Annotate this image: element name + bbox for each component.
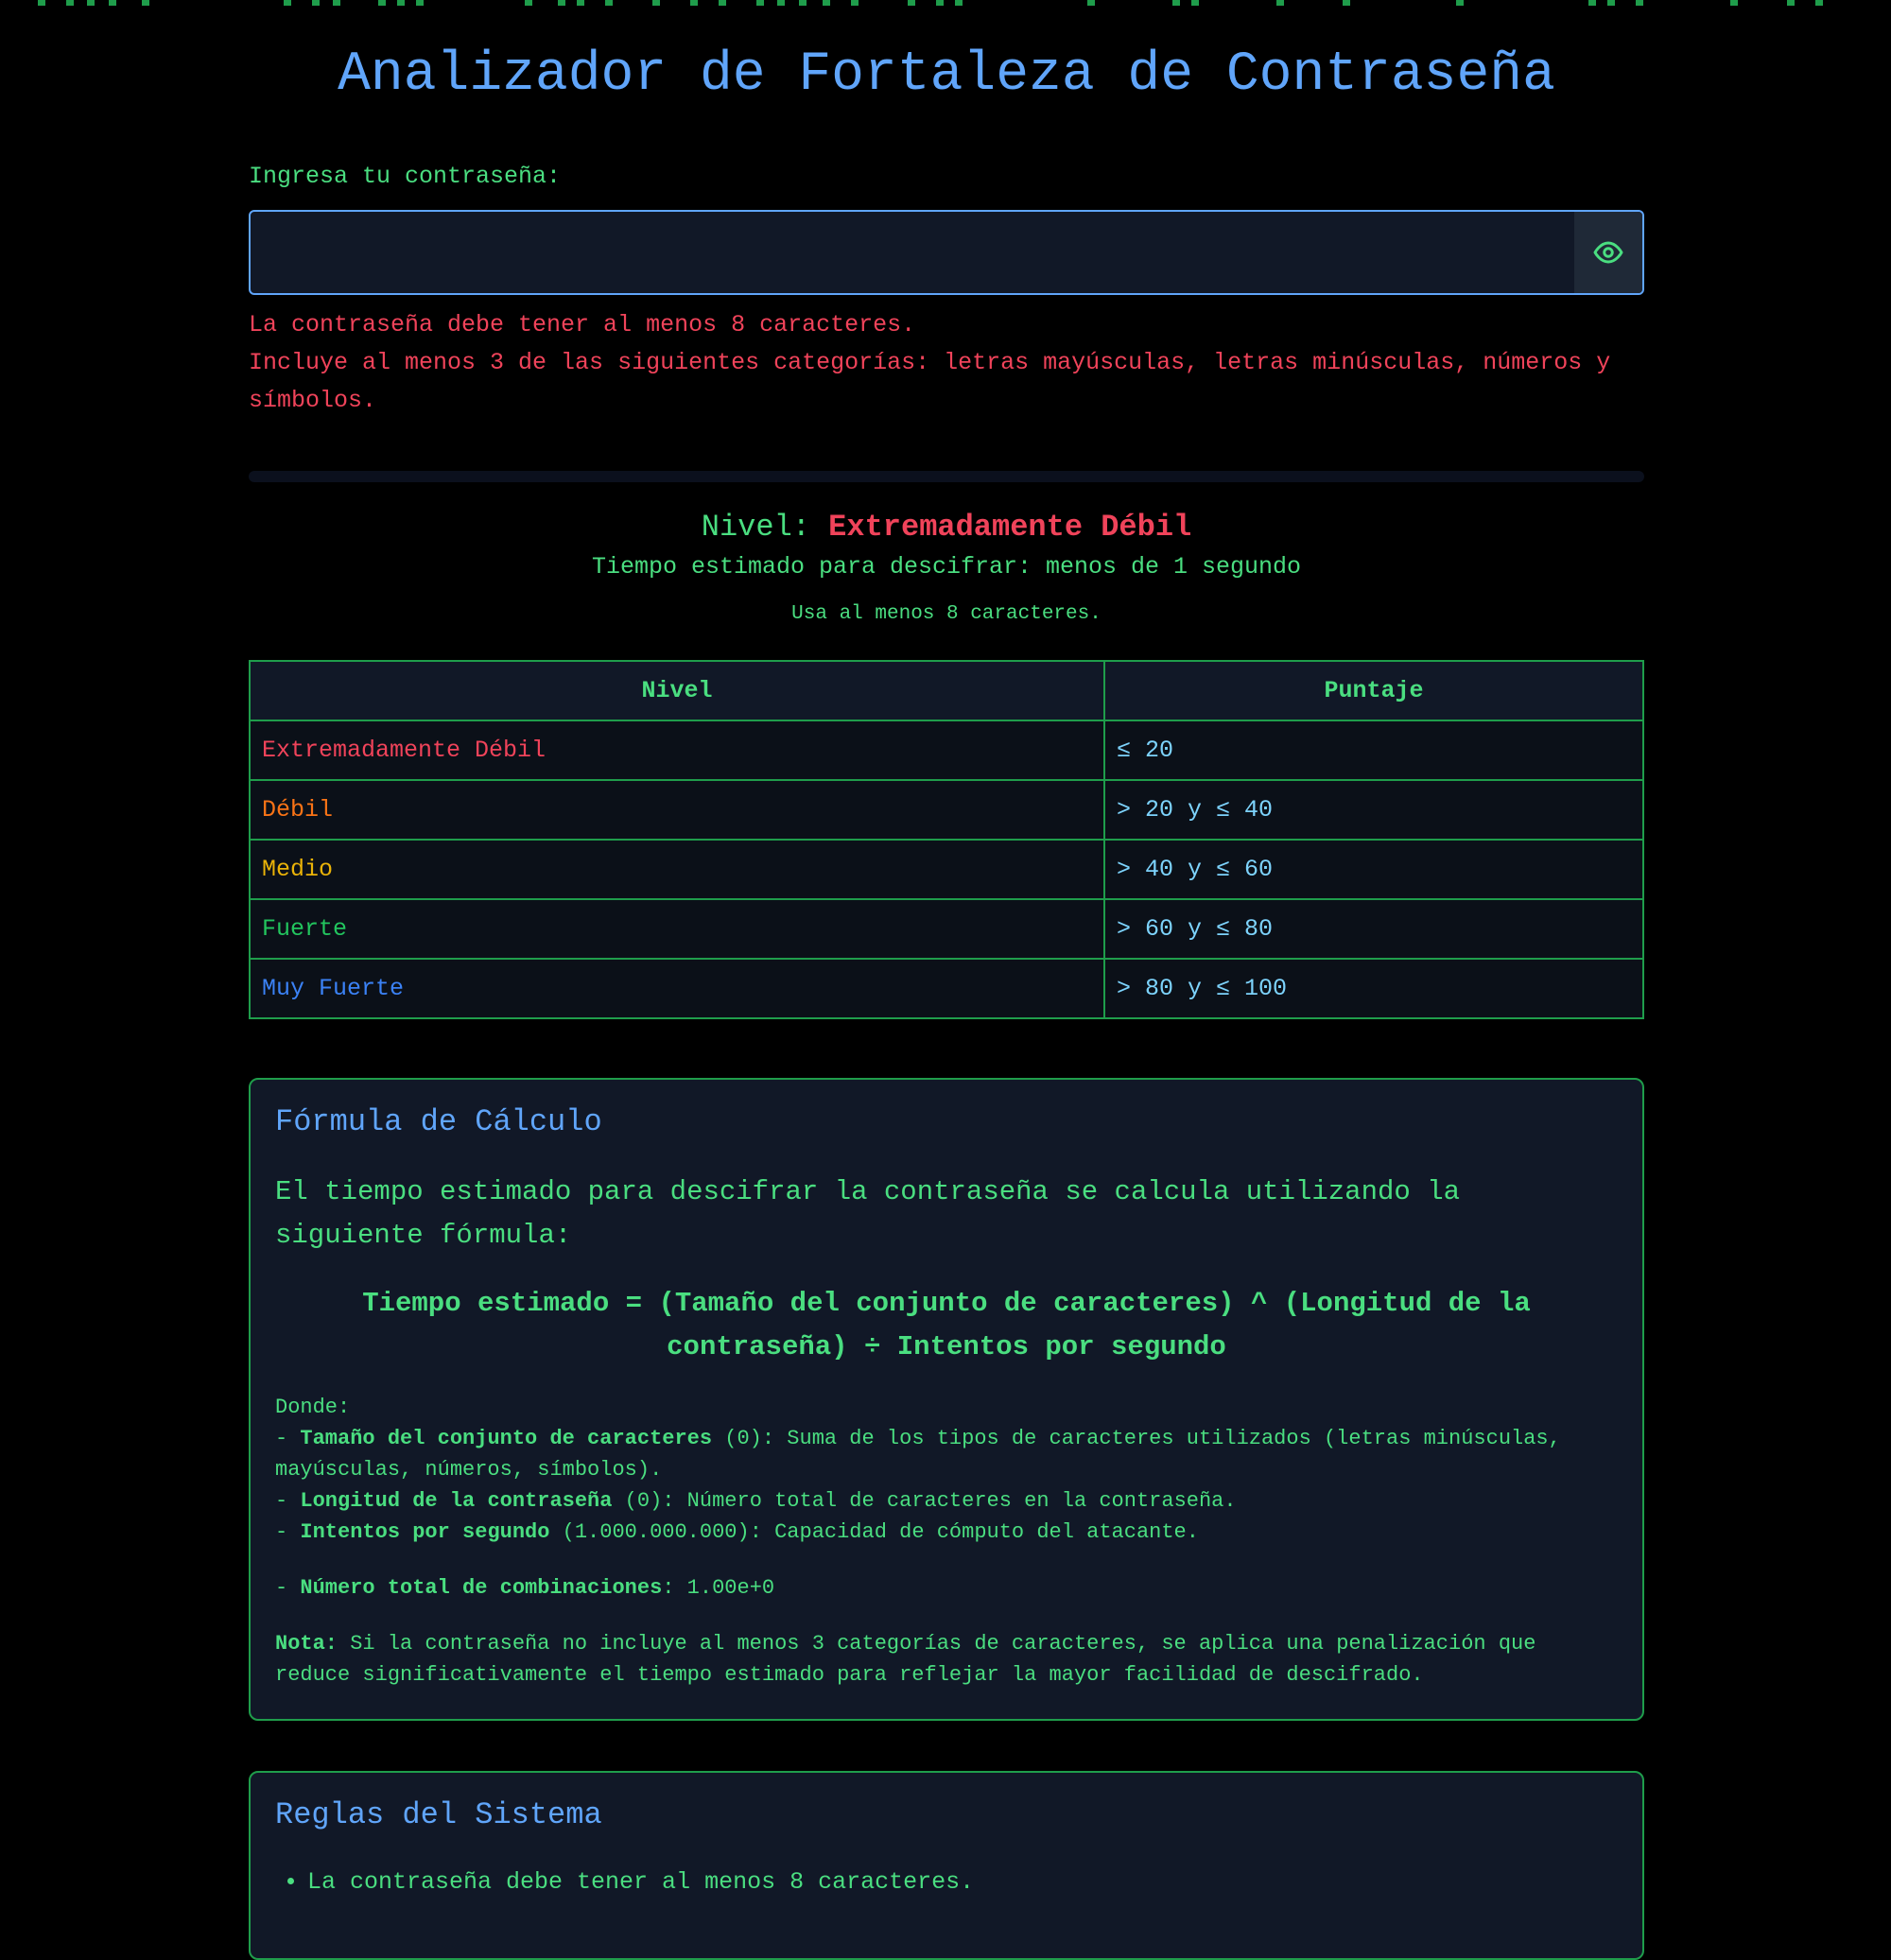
error-message: Incluye al menos 3 de las siguientes categorías: letras mayúsculas, letras minúsculas, números y símbolos. [249,349,1611,414]
level-name-cell: Fuerte [250,899,1104,959]
password-field-wrapper [249,210,1644,295]
score-range-cell: > 60 y ≤ 80 [1104,899,1643,959]
crack-time: Tiempo estimado para descifrar: menos de 1 segundo [591,553,1302,581]
table-row [250,780,1643,840]
validation-errors [249,306,1644,420]
score-range-cell: ≤ 20 [1104,720,1643,780]
page-title: Analizador de Fortaleza de Contraseña [338,44,1555,106]
definition-length: - Longitud de la contraseña (0): Número total de caracteres en la contraseña. [275,1489,1237,1513]
rules-card [249,1771,1644,1960]
rule-item: • La contraseña debe tener al menos 8 caracteres. [307,1864,974,1901]
level-name-cell: Muy Fuerte [250,959,1104,1018]
password-input[interactable] [251,212,1574,293]
table-row [250,840,1643,899]
formula-expression: Tiempo estimado = (Tamaño del conjunto de caracteres) ^ (Longitud de la contraseña) ÷ Intentos por segundo [362,1288,1531,1362]
level-name-cell: Medio [250,840,1104,899]
level-name-cell: Débil [250,780,1104,840]
definition-attempts: - Intentos por segundo (1.000.000.000): Capacidad de cómputo del atacante. [275,1520,1199,1544]
score-range-cell: > 20 y ≤ 40 [1104,780,1643,840]
formula-definitions [275,1392,1618,1548]
total-combinations: - Número total de combinaciones: 1.00e+0 [275,1576,775,1600]
formula-intro: El tiempo estimado para descifrar la contraseña se calcula utilizando la siguiente fórmula: [275,1176,1461,1251]
where-label: Donde: [275,1396,351,1419]
password-label: Ingresa tu contraseña: [249,163,562,190]
matrix-rain-decoration [0,0,1891,8]
levels-table [249,660,1644,1019]
level-label: Nivel: [701,510,810,545]
table-row [250,899,1643,959]
table-row [250,720,1643,780]
level-name-cell: Extremadamente Débil [250,720,1104,780]
table-header-row [250,661,1643,720]
error-message: La contraseña debe tener al menos 8 caracteres. [249,311,916,338]
level-value: Extremadamente Débil [828,510,1192,545]
definition-charset: - Tamaño del conjunto de caracteres (0): Suma de los tipos de caracteres utilizados (letras minúsculas, mayúsculas, números, símbolos). [275,1427,1561,1482]
suggestion-text: Usa al menos 8 caracteres. [791,603,1102,625]
eye-icon [1593,237,1623,268]
rules-list [275,1864,974,1901]
formula-note: Nota: Si la contraseña no incluye al menos 3 categorías de caracteres, se aplica una penalización que reduce significativamente el tiempo estimado para reflejar la mayor facilidad de descifrado. [275,1632,1536,1687]
formula-card [249,1078,1644,1721]
strength-meter [249,471,1644,482]
rules-title: Reglas del Sistema [275,1797,602,1832]
header-nivel: Nivel [250,661,1104,720]
strength-level [249,507,1644,548]
formula-title: Fórmula de Cálculo [275,1104,602,1139]
score-range-cell: > 80 y ≤ 100 [1104,959,1643,1018]
score-range-cell: > 40 y ≤ 60 [1104,840,1643,899]
table-row [250,959,1643,1018]
header-puntaje: Puntaje [1104,661,1643,720]
toggle-visibility-button[interactable] [1574,212,1642,293]
